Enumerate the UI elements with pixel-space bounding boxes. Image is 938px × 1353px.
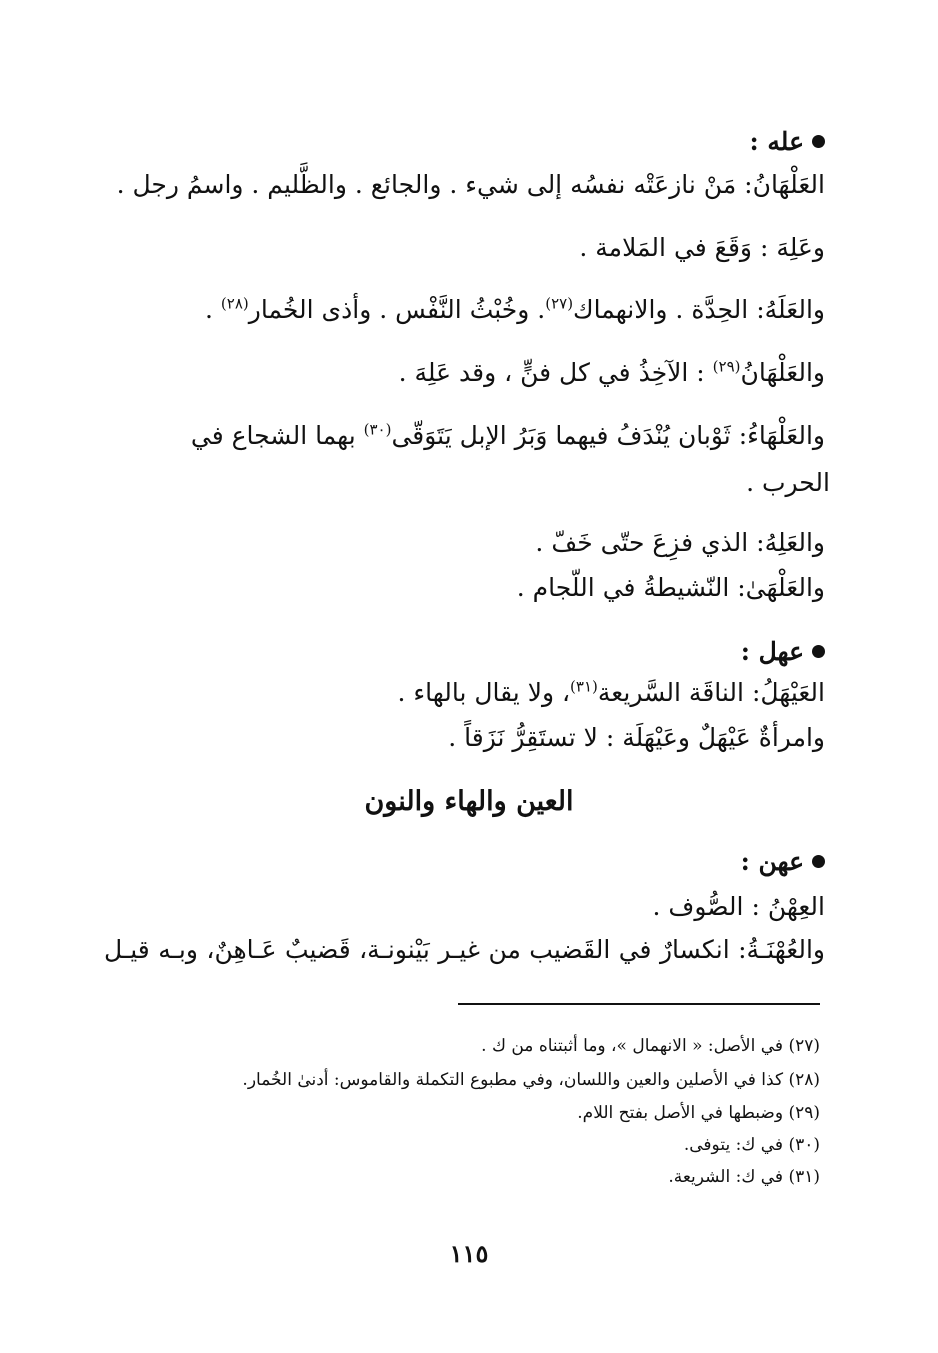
definition-line: الحرب .: [746, 468, 830, 497]
entry-root-heading: [100, 842, 825, 882]
definition-text: .: [205, 295, 221, 324]
footnote-ref: (٣٠): [363, 420, 392, 439]
footnote: (٢٧) في الأصل: « الانهمال »، وما أثبتناه من ك .: [481, 1036, 820, 1056]
bullet-icon: [812, 645, 825, 658]
definition-line: [100, 353, 825, 393]
definition-text: : الآخِذُ في كل فنٍّ ، وقد عَلِهَ .: [398, 358, 713, 387]
entry-root-heading: [100, 122, 825, 162]
footnote-ref: (٢٩): [712, 357, 741, 376]
section-heading: العين والهاء والنون: [364, 786, 574, 817]
bullet-icon: [812, 855, 825, 868]
definition-text: والعَلْهَانُ: [740, 358, 825, 387]
footnote: (٢٩) وضبطها في الأصل بفتح اللام.: [577, 1103, 820, 1123]
definition-line: العَلْهَانُ: مَنْ نازعَتْه نفسُه إلى شيء . والجائع . والظَّليم . واسمُ رجل .: [116, 170, 825, 199]
definition-text: العَيْهَلُ: الناقَة السَّريعة: [597, 678, 825, 707]
definition-text: بهما الشجاع في: [190, 421, 364, 450]
definition-text: . وخُبْثُ النَّفْس . وأذى الخُمار: [248, 295, 546, 324]
definition-text: ، ولا يقال بالهاء .: [397, 678, 571, 707]
footnote-divider: [458, 1003, 820, 1005]
entry-root-label: عله :: [749, 127, 804, 156]
definition-line: والعُهْنَـةُ: انكسارٌ في القَضيب من غيـر بَيْنونـة، قَضيبٌ عَـاهِنٌ، وبـه قيـل: [104, 935, 825, 964]
definition-line: [100, 290, 825, 330]
footnote-ref: (٣١): [570, 677, 598, 696]
footnote: (٢٨) كذا في الأصلين والعين واللسان، وفي مطبوع التكملة والقاموس: أدنىٰ الخُمار.: [242, 1070, 820, 1090]
page-number: ١١٥: [449, 1239, 489, 1268]
definition-line: [108, 416, 825, 456]
definition-line: وعَلِهَ : وَقَعَ في المَلامة .: [579, 233, 825, 262]
definition-text: والعَلْهَاءُ: ثَوْبان يُنْدَفُ فيهما وَبَرُ الإبل يَتَوَقّى: [391, 421, 825, 450]
definition-line: والعَلْهَىٰ: النّشيطةُ في اللّجام .: [516, 573, 825, 602]
entry-root-label: عهن :: [740, 847, 804, 876]
footnote-ref: (٢٧): [545, 294, 574, 313]
footnote: (٣٠) في ك: يتوفى.: [683, 1135, 820, 1155]
entry-root-heading: [100, 632, 825, 672]
definition-text: والعَلَهُ: الحِدَّة . والانهماك: [573, 295, 825, 324]
footnote: (٣١) في ك: الشريعة.: [668, 1167, 820, 1187]
definition-line: والعَلِهُ: الذي فزِعَ حتّى خَفّ .: [535, 528, 825, 557]
definition-line: وامرأةٌ عَيْهَلٌ وعَيْهَلَة : لا تستَقِرُّ نَزَقاً .: [448, 723, 825, 752]
bullet-icon: [812, 135, 825, 148]
definition-line: العِهْنُ : الصُّوف .: [652, 892, 825, 921]
definition-line: [100, 673, 825, 713]
footnote-ref: (٢٨): [220, 294, 249, 313]
entry-root-label: عهل :: [740, 637, 804, 666]
